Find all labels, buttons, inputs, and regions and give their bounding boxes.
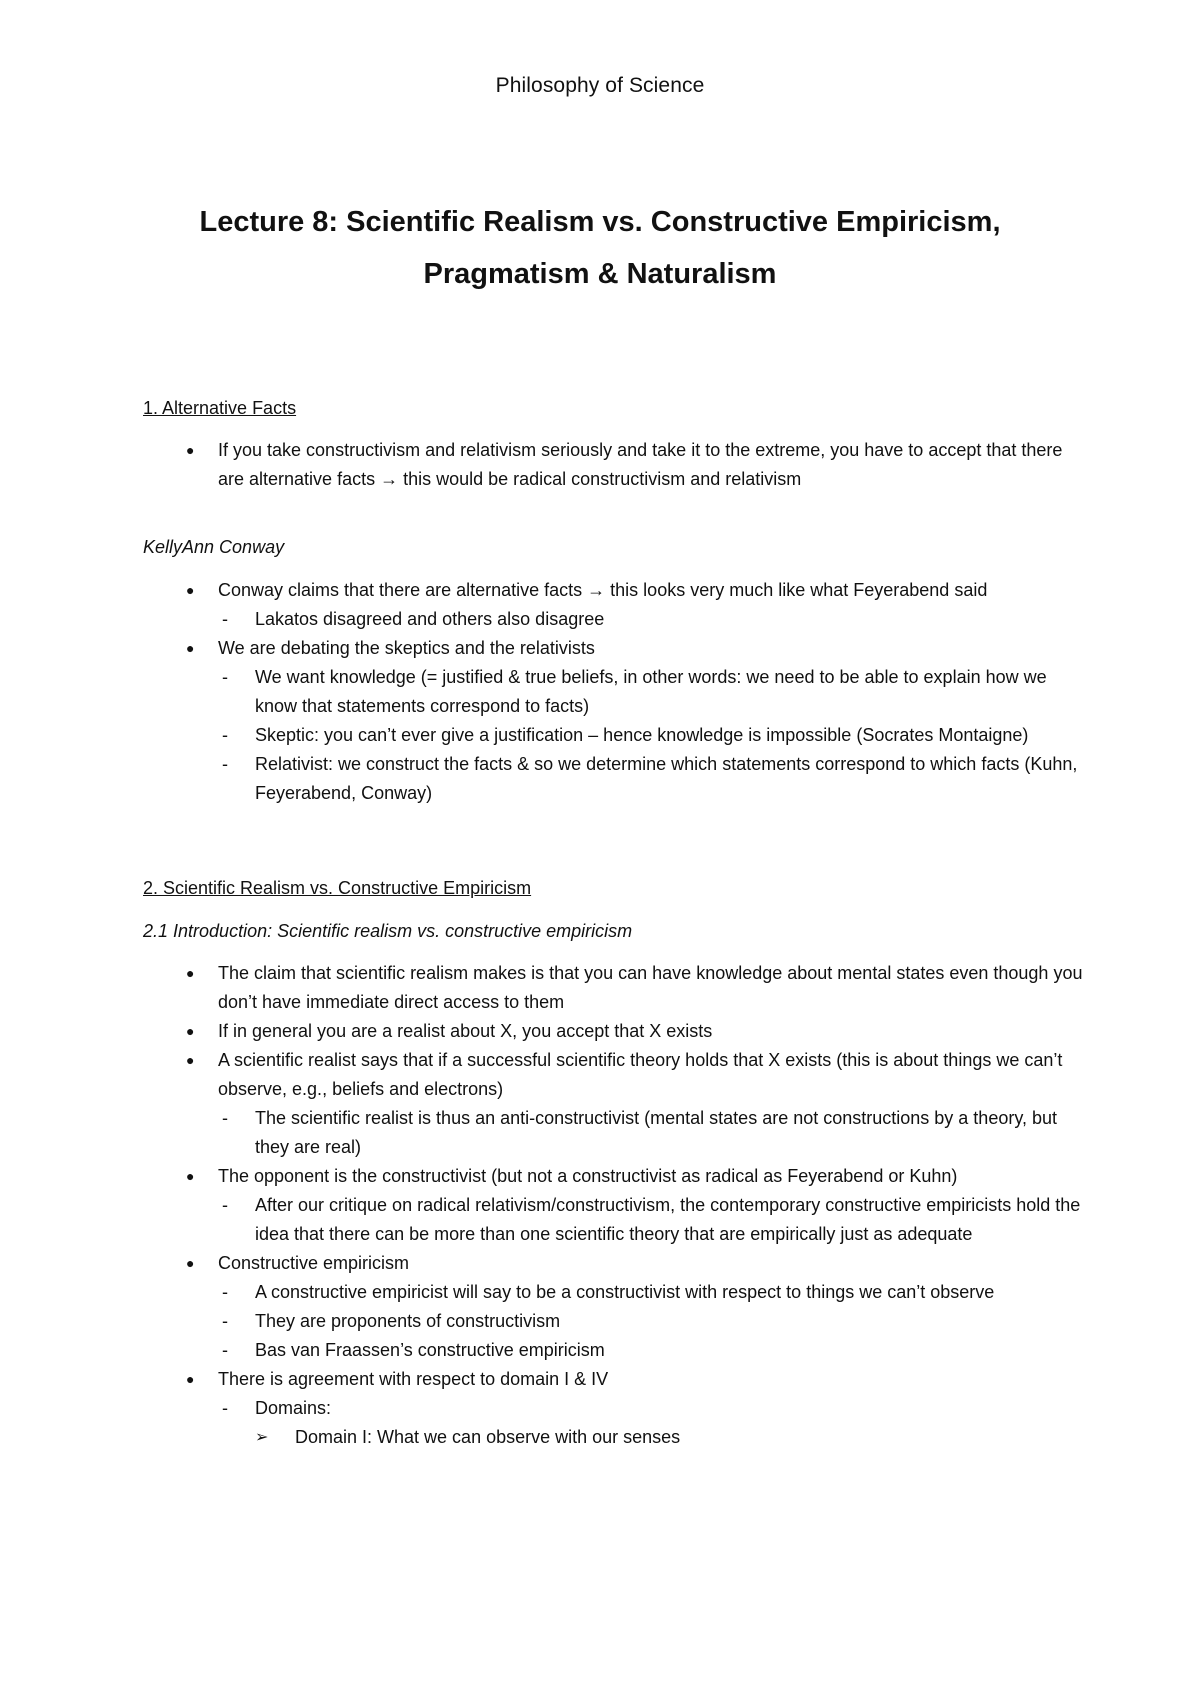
list-item-text: There is agreement with respect to domain I & IV [218,1369,609,1389]
list-item-text: The scientific realist is thus an anti-constructivist (mental states are not constructions by a theory, but they are real) [255,1108,1058,1157]
list-item [218,663,1093,721]
dash-icon: - [222,725,228,745]
list-item-text: Domains: [255,1398,332,1418]
list-item [218,1278,1093,1307]
bullet-icon: ● [186,1371,195,1387]
dash-list [218,663,1093,808]
dash-icon: - [222,1311,228,1331]
bullet-icon: ● [186,1168,195,1184]
list-item-text: A scientific realist says that if a successful scientific theory holds that X exists (this is about things we can’t observe, e.g., beliefs and electrons) [218,1050,1063,1099]
list-item [143,1365,1093,1452]
list-item-text: Constructive empiricism [218,1253,410,1273]
dash-list [218,1191,1093,1249]
list-item-text: Relativist: we construct the facts & so we determine which statements correspond to which facts (Kuhn, Feyerabend, Conway) [255,754,1078,803]
bullet-icon: ● [186,1023,195,1039]
list-item [218,1394,1093,1452]
list-item [218,1307,1093,1336]
list-item-text: Domain I: What we can observe with our senses [295,1427,681,1447]
dash-icon: - [222,754,228,774]
dash-list [218,605,1093,634]
bullet-icon: ● [186,1255,195,1271]
list-item-text: Lakatos disagreed and others also disagree [255,609,605,629]
bullet-icon: ● [186,442,195,458]
lecture-title [100,196,1100,300]
arrow-bullet-icon: ➢ [255,1429,269,1446]
lecture-title-line-2: Pragmatism & Naturalism [423,258,777,290]
list-item [143,576,1093,634]
bullet-icon: ● [186,1052,195,1068]
list-item-text: They are proponents of constructivism [255,1311,561,1331]
list-item [143,1249,1093,1365]
subheading-kellyann-conway: KellyAnn Conway [143,537,285,557]
document-body [143,394,1093,1452]
bullet-icon: ● [186,965,195,981]
bullet-list [143,576,1093,808]
dash-list [218,1104,1093,1162]
list-item-text: Bas van Fraassen’s constructive empiricism [255,1340,605,1360]
list-item-text: Conway claims that there are alternative facts → this looks very much like what Feyerabend said [218,580,988,600]
list-item [218,605,1093,634]
dash-icon: - [222,1340,228,1360]
list-item [218,1191,1093,1249]
list-item [218,1336,1093,1365]
list-item [255,1423,1093,1452]
list-item-text: Skeptic: you can’t ever give a justification – hence knowledge is impossible (Socrates Montaigne) [255,725,1029,745]
list-item-text: The claim that scientific realism makes is that you can have knowledge about mental states even though you don’t have immediate direct access to them [218,963,1083,1012]
section-heading-scientific-realism: 2. Scientific Realism vs. Constructive Empiricism [143,878,532,898]
list-item-text: After our critique on radical relativism/constructivism, the contemporary constructive empiricists hold the idea that there can be more than one scientific theory that are empirically just as adequate [255,1195,1081,1244]
list-item [218,1104,1093,1162]
list-item [218,721,1093,750]
list-item [143,1162,1093,1249]
list-item [143,959,1093,1017]
bullet-list [143,959,1093,1452]
bullet-icon: ● [186,582,195,598]
list-item-text: If in general you are a realist about X, you accept that X exists [218,1021,713,1041]
dash-list [218,1278,1093,1365]
bullet-list [143,436,1093,494]
list-item [143,1017,1093,1046]
dash-icon: - [222,609,228,629]
list-item-text: A constructive empiricist will say to be a constructivist with respect to things we can’t observe [255,1282,995,1302]
list-item-text: If you take constructivism and relativism seriously and take it to the extreme, you have to accept that there are alternative facts → this would be radical constructivism and relativism [218,440,1063,489]
list-item-text: We are debating the skeptics and the relativists [218,638,595,658]
dash-icon: - [222,1282,228,1302]
subheading-introduction: 2.1 Introduction: Scientific realism vs. constructive empiricism [143,921,633,941]
arrow-list [255,1423,1093,1452]
dash-list [218,1394,1093,1452]
lecture-title-line-1: Lecture 8: Scientific Realism vs. Constructive Empiricism, [199,206,1001,238]
bullet-icon: ● [186,640,195,656]
list-item [218,750,1093,808]
dash-icon: - [222,1398,228,1418]
list-item [143,1046,1093,1162]
dash-icon: - [222,1195,228,1215]
dash-icon: - [222,667,228,687]
dash-icon: - [222,1108,228,1128]
section-heading-alternative-facts: 1. Alternative Facts [143,398,297,418]
list-item-text: We want knowledge (= justified & true beliefs, in other words: we need to be able to explain how we know that statements correspond to facts) [255,667,1047,716]
list-item [143,436,1093,494]
list-item [143,634,1093,808]
page-header: Philosophy of Science [495,74,705,97]
list-item-text: The opponent is the constructivist (but not a constructivist as radical as Feyerabend or Kuhn) [218,1166,958,1186]
